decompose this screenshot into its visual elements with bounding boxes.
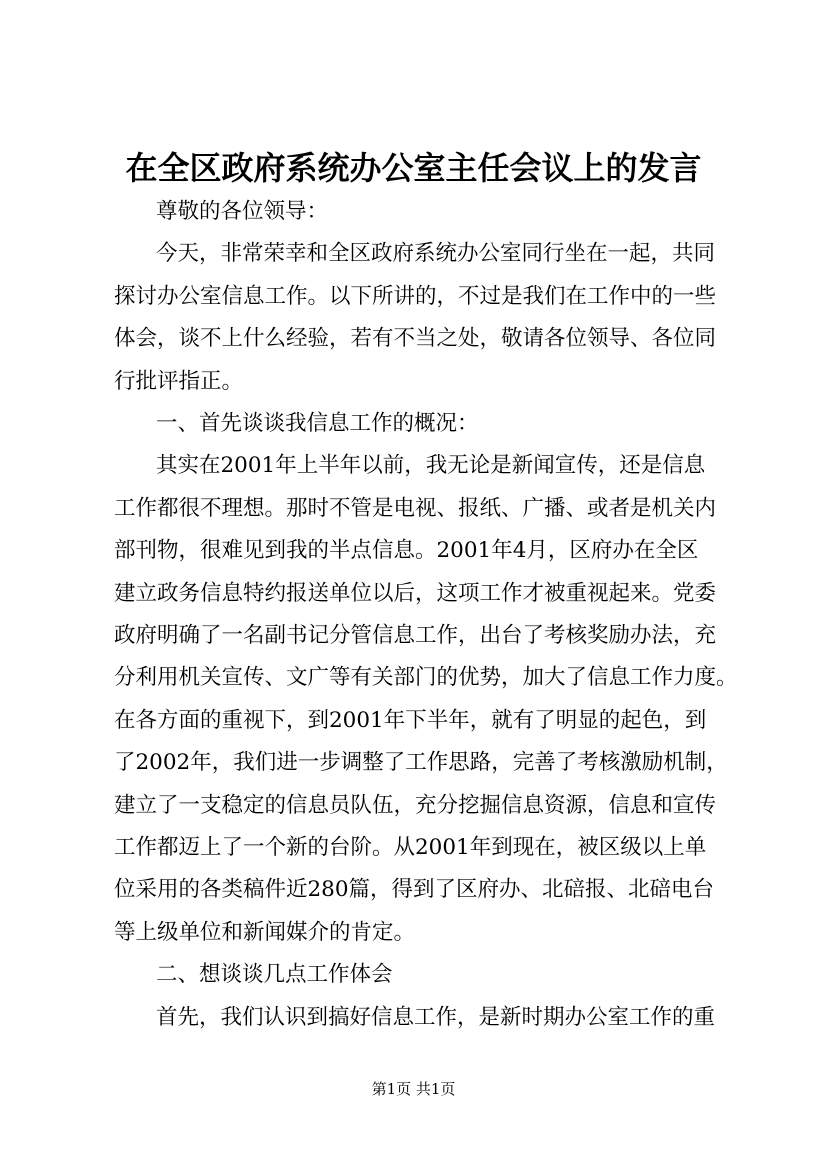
paragraph-line: 了2002年，我们进一步调整了工作思路，完善了考核激励机制， <box>114 750 728 775</box>
salutation: 尊敬的各位领导： <box>156 199 329 224</box>
document-title: 在全区政府系统办公室主任会议上的发言 <box>125 149 702 187</box>
paragraph-line: 首先，我们认识到搞好信息工作，是新时期办公室工作的重 <box>156 1005 716 1030</box>
paragraph-line: 部刊物，很难见到我的半点信息。2001年4月，区府办在全区 <box>114 538 699 563</box>
paragraph-line: 在各方面的重视下，到2001年下半年，就有了明显的起色，到 <box>114 708 707 733</box>
paragraph-line: 位采用的各类稿件近280篇，得到了区府办、北碚报、北碚电台 <box>114 877 715 902</box>
paragraph-line: 建立政务信息特约报送单位以后，这项工作才被重视起来。党委 <box>114 581 717 606</box>
paragraph-line: 分利用机关宣传、文广等有关部门的优势，加大了信息工作力度。 <box>114 665 738 690</box>
paragraph-line: 工作都很不理想。那时不管是电视、报纸、广播、或者是机关内 <box>114 496 717 521</box>
page-number-footer: 第1页 共1页 <box>371 1080 456 1098</box>
paragraph-line: 今天，非常荣幸和全区政府系统办公室同行坐在一起，共同 <box>156 241 716 266</box>
section-heading: 二、想谈谈几点工作体会 <box>156 962 393 987</box>
paragraph-line: 体会，谈不上什么经验，若有不当之处，敬请各位领导、各位同 <box>114 326 717 351</box>
paragraph-line: 探讨办公室信息工作。以下所讲的，不过是我们在工作中的一些 <box>114 284 717 309</box>
section-heading: 一、首先谈谈我信息工作的概况： <box>156 411 479 436</box>
paragraph-line: 行批评指正。 <box>114 369 244 394</box>
paragraph-line: 政府明确了一名副书记分管信息工作，出台了考核奖励办法，充 <box>114 623 717 648</box>
paragraph-line: 建立了一支稳定的信息员队伍，充分挖掘信息资源，信息和宣传 <box>114 793 717 818</box>
paragraph-line: 工作都迈上了一个新的台阶。从2001年到现在，被区级以上单 <box>114 835 707 860</box>
paragraph-line: 等上级单位和新闻媒介的肯定。 <box>114 920 416 945</box>
paragraph-line: 其实在2001年上半年以前，我无论是新闻宣传，还是信息 <box>156 453 706 478</box>
